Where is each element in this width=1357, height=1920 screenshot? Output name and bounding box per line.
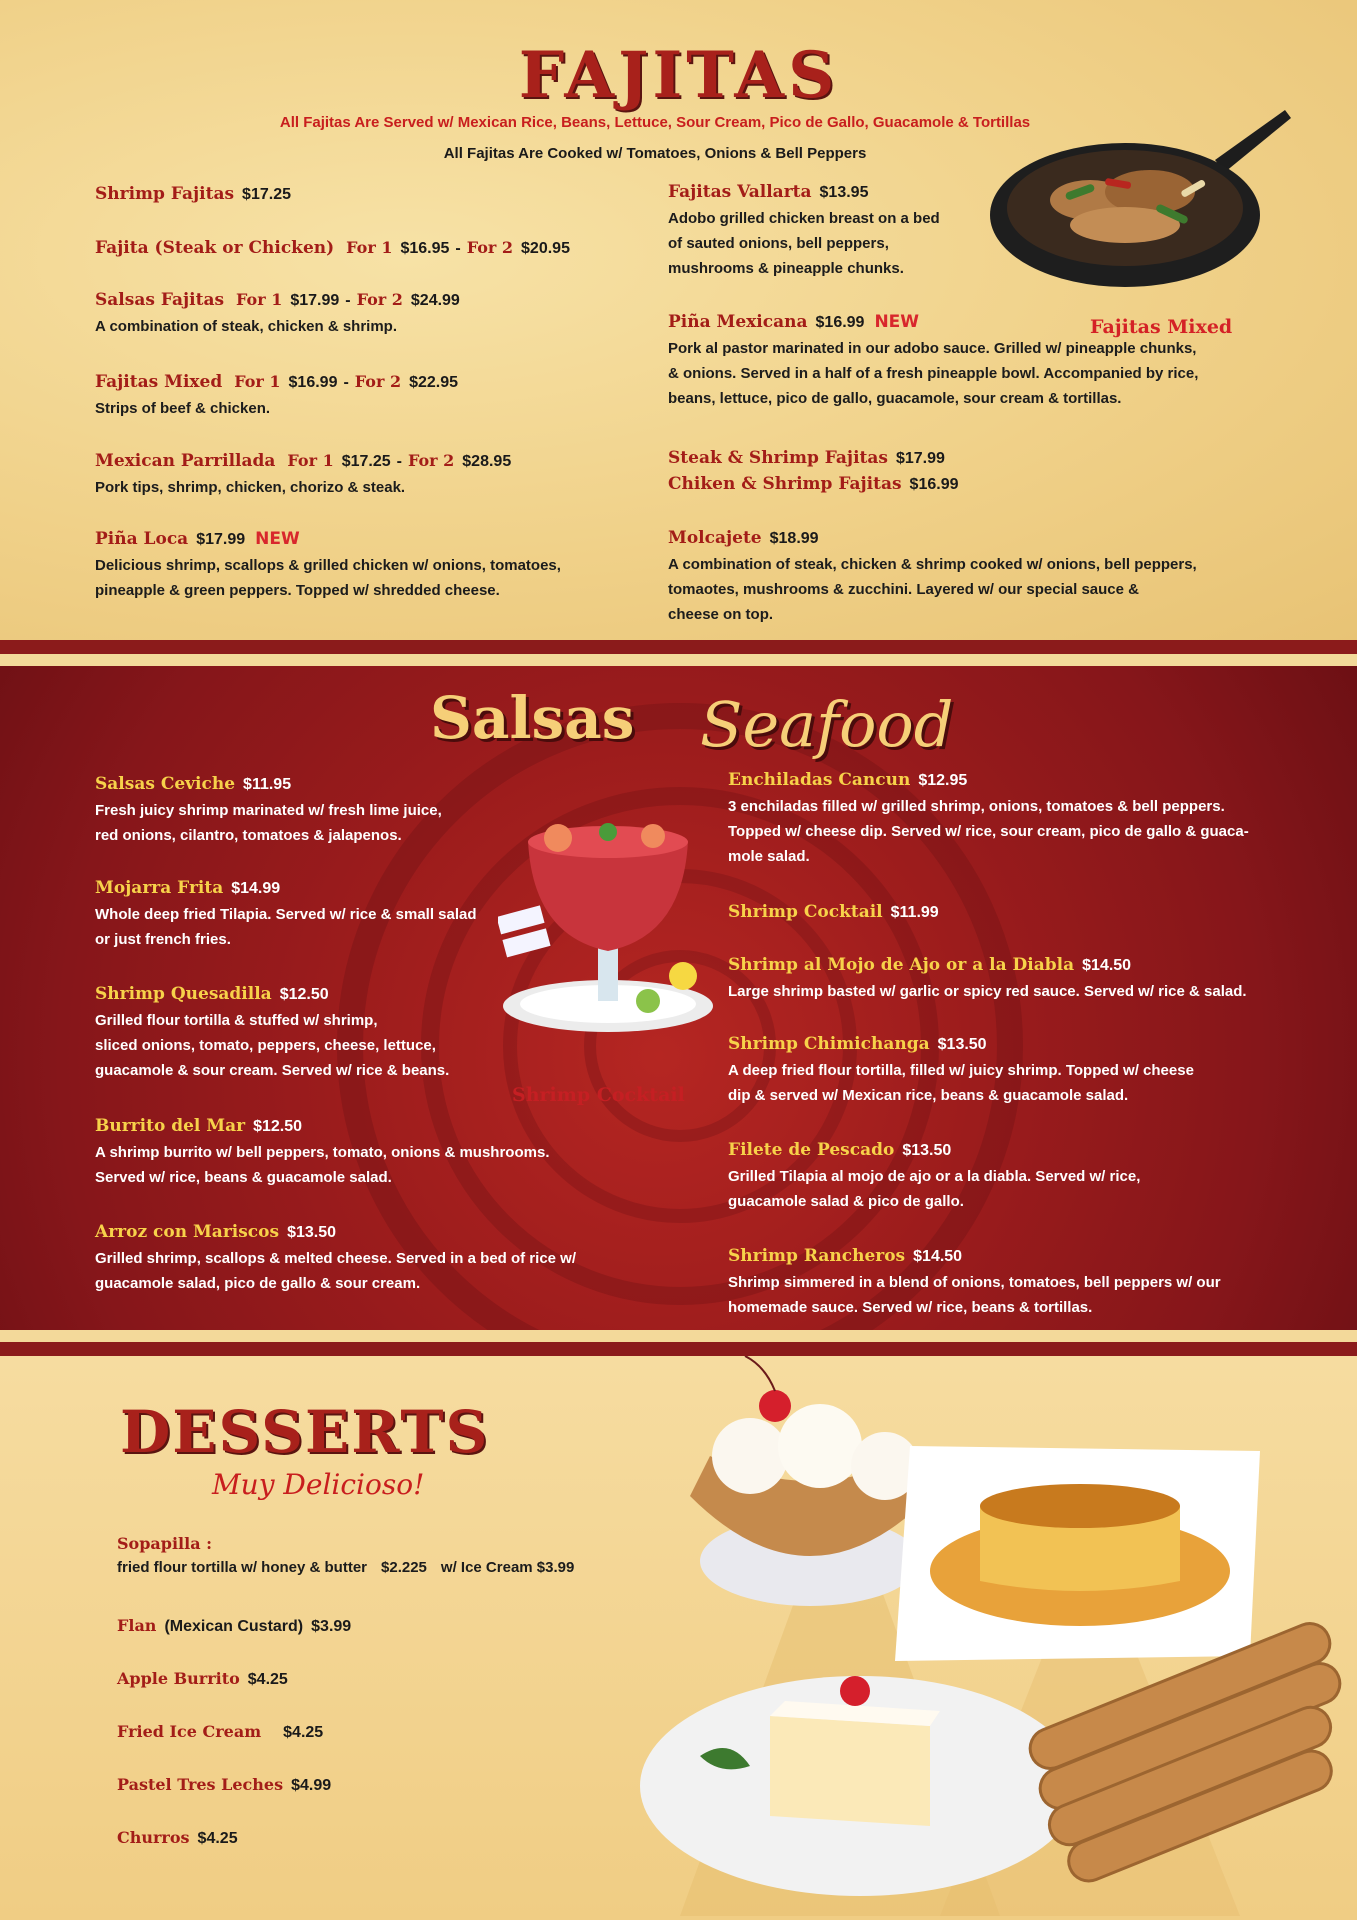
item-price: $14.99 — [231, 880, 281, 897]
section-gap — [0, 1330, 1357, 1342]
desserts-section — [0, 1356, 1357, 1920]
item-name: Fried Ice Cream — [117, 1722, 262, 1741]
menu-item-mexican-parrillada: Mexican Parrillada For 1 $17.25 - For 2 $28.95 Pork tips, shrimp, chicken, chorizo & steak. — [95, 451, 511, 500]
desserts-title: DESSERTS — [120, 1398, 490, 1466]
item-description: Delicious shrimp, scallops & grilled chicken w/ onions, tomatoes, — [95, 557, 561, 574]
item-name: Chiken & Shrimp Fajitas — [668, 474, 902, 494]
item-description: Grilled shrimp, scallops & melted cheese. Served in a bed of rice w/ — [95, 1250, 577, 1267]
fajitas-cooked-note: All Fajitas Are Cooked w/ Tomatoes, Onions & Bell Peppers — [443, 145, 867, 162]
menu-item-pastel-tres-leches — [117, 1775, 331, 1795]
menu-item-pina-loca — [95, 529, 561, 603]
item-name: Fajita (Steak or Chicken) — [95, 238, 335, 258]
item-name: Molcajete — [668, 528, 762, 548]
menu-item-steak-shrimp-fajitas — [668, 448, 945, 468]
section-divider — [0, 640, 1357, 654]
price-for1: $16.99 — [288, 374, 338, 391]
item-price: $13.50 — [902, 1142, 952, 1159]
item-name: Fajitas Vallarta — [668, 182, 812, 202]
menu-item-salsas-fajitas: Salsas Fajitas For 1 $17.99 - For 2 $24.99 A combination of steak, chicken & shrimp. — [95, 290, 460, 339]
menu-item-chiken-shrimp-fajitas — [668, 474, 958, 494]
menu-item-churros — [117, 1828, 238, 1848]
item-description: A combination of steak, chicken & shrimp cooked w/ onions, bell peppers, — [668, 556, 1197, 573]
item-name: Enchiladas Cancun — [728, 770, 911, 790]
price-for2: $20.95 — [521, 240, 570, 257]
menu-item-molcajete — [668, 528, 1197, 627]
item-price: $4.99 — [291, 1777, 332, 1794]
desserts-tagline: Muy Delicioso! — [212, 1468, 425, 1501]
menu-item-shrimp-chimichanga — [728, 1034, 1194, 1108]
item-name: Piña Loca — [95, 529, 189, 549]
price-for1: $17.99 — [290, 292, 340, 309]
seafood-title-main: Salsas — [430, 684, 635, 752]
item-description: Adobo grilled chicken breast on a bed — [668, 210, 940, 227]
item-description: guacamole & sour cream. Served w/ rice & beans. — [95, 1062, 450, 1079]
new-badge: NEW — [255, 529, 300, 549]
item-name: Shrimp Rancheros — [728, 1246, 906, 1266]
price-for2: $28.95 — [462, 453, 512, 470]
item-name: Churros — [117, 1828, 190, 1847]
menu-item-filete-de-pescado — [728, 1140, 1140, 1214]
item-description: Fresh juicy shrimp marinated w/ fresh lime juice, — [95, 802, 442, 819]
item-name: Flan — [117, 1616, 157, 1635]
menu-item-arroz-con-mariscos — [95, 1222, 576, 1296]
item-price: $11.99 — [890, 904, 939, 921]
item-description: guacamole salad, pico de gallo & sour cream. — [95, 1275, 421, 1292]
item-description: Pork tips, shrimp, chicken, chorizo & steak. — [95, 479, 406, 496]
item-price: $12.50 — [253, 1118, 303, 1135]
item-name: Sopapilla : — [117, 1534, 213, 1553]
item-price: $14.50 — [1082, 957, 1132, 974]
for2-label: For 2 — [407, 451, 455, 470]
item-description: dip & served w/ Mexican rice, beans & guacamole salad. — [728, 1087, 1129, 1104]
item-description: Large shrimp basted w/ garlic or spicy red sauce. Served w/ rice & salad. — [728, 983, 1247, 1000]
item-description: Grilled Tilapia al mojo de ajo or a la diabla. Served w/ rice, — [728, 1168, 1141, 1185]
fajitas-served-note: All Fajitas Are Served w/ Mexican Rice, Beans, Lettuce, Sour Cream, Pico de Gallo, Guacamole & Tortillas — [279, 114, 1031, 131]
menu-item-fajitas-mixed: Fajitas Mixed For 1 $16.99 - For 2 $22.95 Strips of beef & chicken. — [95, 372, 458, 421]
item-name: Pastel Tres Leches — [117, 1775, 284, 1794]
price-for2: $22.95 — [409, 374, 459, 391]
item-name: Burrito del Mar — [95, 1116, 246, 1136]
item-price: $17.99 — [196, 531, 246, 548]
shrimp-cocktail-image — [498, 806, 728, 1036]
item-description: A combination of steak, chicken & shrimp. — [95, 318, 398, 335]
item-name: Shrimp Fajitas — [95, 184, 235, 204]
item-price: $12.50 — [279, 986, 329, 1003]
price-for1: $17.25 — [341, 453, 391, 470]
seafood-image-caption: Shrimp Cocktail — [512, 1084, 685, 1106]
for1-label: For 1 — [287, 451, 334, 470]
item-name: Piña Mexicana — [668, 312, 808, 332]
item-description: Whole deep fried Tilapia. Served w/ rice & small salad — [95, 906, 477, 923]
fajitas-section — [0, 0, 1357, 640]
item-price: $11.95 — [243, 776, 292, 793]
menu-item-enchiladas-cancun — [728, 770, 1249, 869]
item-description: mushrooms & pineapple chunks. — [668, 260, 904, 277]
menu-item-burrito-del-mar — [95, 1116, 549, 1190]
for1-label: For 1 — [234, 372, 281, 391]
menu-item-apple-burrito — [117, 1669, 288, 1689]
menu-item-shrimp-cocktail — [728, 902, 939, 922]
item-price: $14.50 — [913, 1248, 963, 1265]
price-for2: $24.99 — [410, 292, 460, 309]
section-divider — [0, 1342, 1357, 1356]
fajitas-skillet-image — [985, 100, 1295, 300]
item-description: A deep fried flour tortilla, filled w/ juicy shrimp. Topped w/ cheese — [728, 1062, 1194, 1079]
menu-item-salsas-ceviche — [95, 774, 442, 848]
item-price: $13.95 — [819, 184, 869, 201]
item-description: 3 enchiladas filled w/ grilled shrimp, onions, tomatoes & bell peppers. — [728, 798, 1225, 815]
item-description: guacamole salad & pico de gallo. — [728, 1193, 964, 1210]
item-description: Shrimp simmered in a blend of onions, tomatoes, bell peppers w/ our — [728, 1274, 1221, 1291]
for2-label: For 2 — [356, 290, 403, 309]
item-name: Filete de Pescado — [728, 1140, 895, 1160]
item-price: $2.225 — [381, 1559, 427, 1576]
item-price: $16.99 — [909, 476, 959, 493]
item-price: $3.99 — [311, 1618, 352, 1635]
item-name: Shrimp Quesadilla — [95, 984, 272, 1004]
item-name: Apple Burrito — [117, 1669, 240, 1688]
item-description: fried flour tortilla w/ honey & butter — [117, 1559, 368, 1576]
menu-item-fried-ice-cream — [117, 1722, 323, 1742]
item-name: Arroz con Mariscos — [95, 1222, 280, 1242]
item-description: mole salad. — [728, 848, 810, 865]
item-description: A shrimp burrito w/ bell peppers, tomato, onions & mushrooms. — [95, 1144, 550, 1161]
item-description: or just french fries. — [95, 931, 231, 948]
item-description: Topped w/ cheese dip. Served w/ rice, sour cream, pico de gallo & guaca- — [728, 823, 1249, 840]
item-description: Served w/ rice, beans & guacamole salad. — [95, 1169, 392, 1186]
item-price: $13.50 — [937, 1036, 987, 1053]
item-name: Shrimp al Mojo de Ajo or a la Diabla — [728, 955, 1075, 975]
item-description: & onions. Served in a half of a fresh pineapple bowl. Accompanied by rice, — [668, 365, 1199, 382]
item-name: Fajitas Mixed — [95, 372, 223, 392]
desserts-image — [640, 1356, 1357, 1920]
menu-item-shrimp-rancheros — [728, 1246, 1221, 1320]
item-description: sliced onions, tomato, peppers, cheese, lettuce, — [95, 1037, 436, 1054]
item-price: $18.99 — [769, 530, 819, 547]
item-name: Salsas Fajitas — [95, 290, 225, 310]
item-name: Mojarra Frita — [95, 878, 224, 898]
item-price: $17.25 — [242, 186, 291, 203]
item-description: tomaotes, mushrooms & zucchini. Layered w/ our special sauce & — [668, 581, 1139, 598]
menu-item-shrimp-mojo-de-ajo — [728, 955, 1247, 1004]
item-description: cheese on top. — [668, 606, 774, 623]
item-name: Shrimp Cocktail — [728, 902, 883, 922]
for2-label: For 2 — [466, 238, 514, 257]
item-description: Pork al pastor marinated in our adobo sauce. Grilled w/ pineapple chunks, — [668, 340, 1197, 357]
item-price: $4.25 — [247, 1671, 288, 1688]
price-for1: $16.95 — [400, 240, 450, 257]
item-price: $13.50 — [287, 1224, 336, 1241]
for2-label: For 2 — [354, 372, 402, 391]
item-description: homemade sauce. Served w/ rice, beans & tortillas. — [728, 1299, 1093, 1316]
item-price: $4.25 — [197, 1830, 238, 1847]
menu-item-shrimp-quesadilla — [95, 984, 449, 1083]
item-name: Mexican Parrillada — [95, 451, 276, 471]
item-name: Salsas Ceviche — [95, 774, 236, 794]
fajitas-title: FAJITAS — [518, 38, 839, 113]
item-name: Shrimp Chimichanga — [728, 1034, 930, 1054]
section-gap — [0, 654, 1357, 666]
menu-item-shrimp-fajitas — [95, 184, 291, 204]
menu-item-flan — [117, 1616, 351, 1636]
fajitas-image-caption: Fajitas Mixed — [1090, 316, 1233, 338]
item-price: $16.99 — [815, 314, 865, 331]
seafood-title-script: Seafood — [700, 688, 954, 761]
for1-label: For 1 — [236, 290, 283, 309]
item-price: $12.95 — [918, 772, 968, 789]
item-description: pineapple & green peppers. Topped w/ shredded cheese. — [95, 582, 500, 599]
seafood-section — [0, 666, 1357, 1330]
new-badge: NEW — [874, 312, 920, 332]
menu-item-fajitas-vallarta — [668, 182, 940, 281]
item-price-with-ice-cream: w/ Ice Cream $3.99 — [440, 1559, 575, 1576]
for1-label: For 1 — [346, 238, 393, 257]
item-description: red onions, cilantro, tomatoes & jalapenos. — [95, 827, 402, 844]
menu-item-fajita-steak-chicken: Fajita (Steak or Chicken) For 1 $16.95 - For 2 $20.95 — [95, 238, 570, 258]
item-price: $17.99 — [895, 450, 945, 467]
item-name: Steak & Shrimp Fajitas — [668, 448, 888, 468]
item-description: beans, lettuce, pico de gallo, guacamole, sour cream & tortillas. — [668, 390, 1122, 407]
item-price: $4.25 — [283, 1724, 324, 1741]
item-note: (Mexican Custard) — [164, 1618, 304, 1635]
item-description: Strips of beef & chicken. — [95, 400, 271, 417]
menu-item-mojarra-frita — [95, 878, 477, 952]
item-description: of sauted onions, bell peppers, — [668, 235, 889, 252]
item-description: Grilled flour tortilla & stuffed w/ shrimp, — [95, 1012, 378, 1029]
menu-item-sopapilla — [117, 1534, 574, 1580]
